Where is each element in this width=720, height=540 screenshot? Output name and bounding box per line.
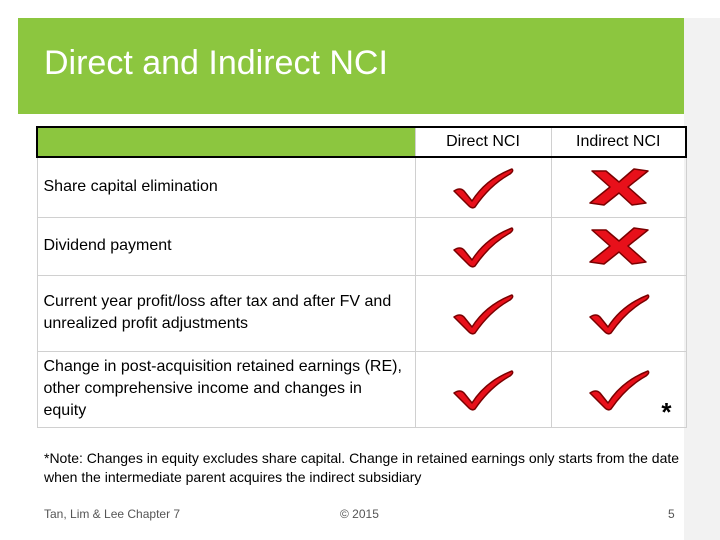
red-checkmark-icon [584,291,654,335]
left-margin [0,0,18,540]
red-checkmark-icon [584,367,654,411]
direct-cell [415,351,551,427]
indirect-cell [551,157,686,217]
red-cross-icon [584,224,654,268]
row-label: Share capital elimination [37,157,415,217]
red-checkmark-icon [448,224,518,268]
footer-copyright: © 2015 [340,507,379,521]
indirect-cell [551,217,686,275]
red-checkmark-icon [448,165,518,209]
footnote: *Note: Changes in equity excludes share capital. Change in retained earnings only starts from the date when the intermediate parent acquires the indirect subsidiary [44,450,680,485]
column-header-direct-nci: Direct NCI [415,127,551,157]
indirect-cell [551,275,686,351]
row-label: Change in post-acquisition retained earnings (RE), other comprehensive income and changes in equity [37,351,415,427]
column-header-indirect-nci: Indirect NCI [551,127,686,157]
slide-title: Direct and Indirect NCI [44,44,388,82]
nci-comparison-table [36,126,687,428]
direct-cell [415,157,551,217]
red-checkmark-icon [448,367,518,411]
table-row [37,157,686,217]
row-label: Current year profit/loss after tax and after FV and unrealized profit adjustments [37,275,415,351]
indirect-cell [551,351,686,427]
table-row [37,351,686,427]
direct-cell [415,275,551,351]
page-number: 5 [668,507,675,521]
row-label: Dividend payment [37,217,415,275]
red-cross-icon [584,165,654,209]
table-row [37,217,686,275]
asterisk-note-marker: * [661,396,672,427]
footer-chapter: Tan, Lim & Lee Chapter 7 [44,507,181,521]
table-header-row [37,127,686,157]
header-blank-cell [37,127,415,157]
direct-cell [415,217,551,275]
right-margin-band [684,18,720,540]
red-checkmark-icon [448,291,518,335]
table-row [37,275,686,351]
